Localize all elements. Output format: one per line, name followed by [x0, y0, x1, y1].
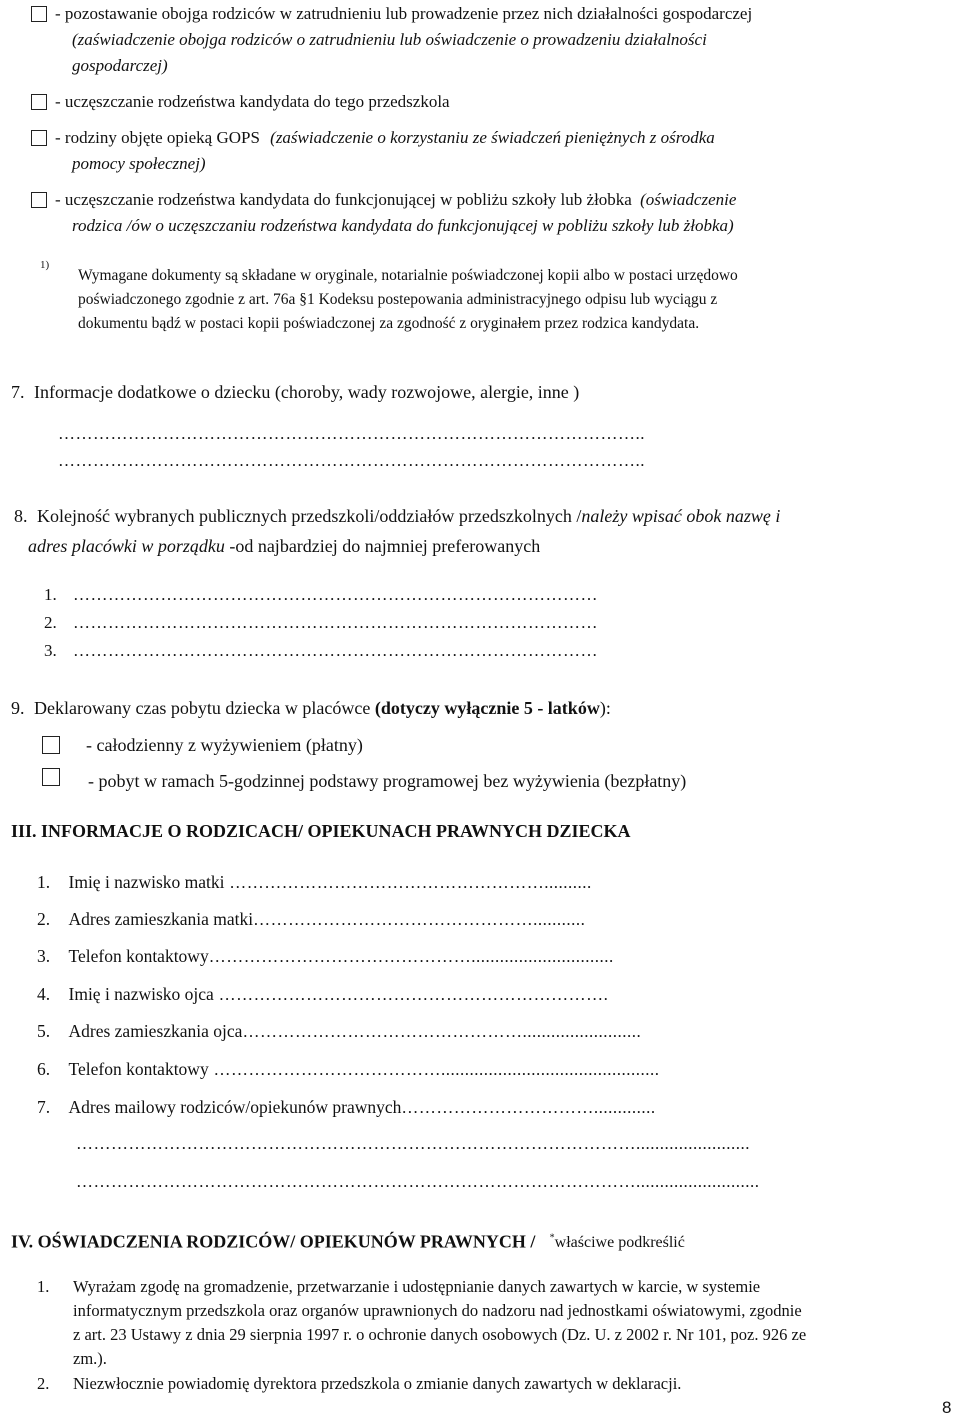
- section-8-item-1-num: 1.: [44, 585, 57, 604]
- criterion-1-checkbox[interactable]: [31, 6, 47, 22]
- criterion-2-text: - uczęszczanie rodzeństwa kandydata do tego przedszkola: [55, 92, 450, 111]
- section-8-item-1: [44, 584, 598, 606]
- parent-field-4-num: 4.: [37, 984, 51, 1004]
- criterion-3-note: (zaświadczenie o korzystaniu ze świadczeń pieniężnych z ośrodka: [270, 128, 715, 147]
- section-8-title: Kolejność wybranych publicznych przedszkoli/oddziałów przedszkolnych /: [37, 506, 582, 526]
- section-8-number: 8.: [14, 506, 28, 526]
- criterion-1-note: (zaświadczenie obojga rodziców o zatrudnieniu lub oświadczenie o prowadzeniu działalności: [72, 30, 707, 49]
- section-8-item-3: [44, 640, 598, 662]
- parent-field-2-num: 2.: [37, 909, 51, 929]
- criterion-4-checkbox[interactable]: [31, 192, 47, 208]
- section-4-title: IV. OŚWIADCZENIA RODZICÓW/ OPIEKUNÓW PRAWNYCH /: [11, 1231, 536, 1252]
- parent-field-7-num: 7.: [37, 1097, 51, 1117]
- criterion-3-note-cont: pomocy społecznej): [72, 154, 206, 173]
- parent-field-7-label: Adres mailowy rodziców/opiekunów prawnych: [68, 1097, 402, 1117]
- section-7-title: Informacje dodatkowe o dziecku (choroby, wady rozwojowe, alergie, inne ): [34, 382, 580, 402]
- section-8-subtitle-note: adres placówki w porządku: [28, 536, 225, 556]
- section-7-fill-line-2[interactable]: ………………………………………………………………………………………..: [58, 451, 645, 470]
- section-9-title-end: ):: [599, 698, 611, 718]
- section-4-note-marker: *: [549, 1233, 555, 1244]
- parent-field-7-fill[interactable]: …………………………….............: [401, 1098, 656, 1117]
- statement-2-num: 2.: [37, 1374, 50, 1393]
- section-7-number: 7.: [11, 382, 25, 402]
- section-7-fill-line-1[interactable]: ………………………………………………………………………………………..: [58, 424, 645, 443]
- statement-1-line-1: Wyrażam zgodę na gromadzenie, przetwarzanie i udostępnianie danych zawartych w karcie, w systemie: [73, 1277, 761, 1296]
- footnote-line-3: dokumentu bądź w postaci kopii poświadczonej za zgodność z oryginałem przez rodzica kandydata.: [78, 315, 700, 332]
- section-8-item-1-fill[interactable]: ………………………………………………………………………………: [73, 585, 598, 604]
- statement-1-line-3: z art. 23 Ustawy z dnia 29 sierpnia 1997 r. o ochronie danych osobowych (Dz. U. z 2002 r. Nr 101, poz. 926 ze: [73, 1325, 807, 1344]
- statement-2-line-1: Niezwłocznie powiadomię dyrektora przedszkola o zmianie danych zawartych w deklaracji.: [73, 1374, 682, 1393]
- parent-field-2: [37, 908, 585, 931]
- parent-field-6: [37, 1058, 659, 1081]
- statement-1-line-4: zm.).: [73, 1349, 107, 1368]
- section-4-note: właściwe podkreślić: [554, 1234, 685, 1252]
- section-9-option-2-checkbox[interactable]: [42, 768, 60, 786]
- criterion-4-note: (oświadczenie: [640, 190, 737, 209]
- parent-field-3-num: 3.: [37, 946, 51, 966]
- parent-field-4-label: Imię i nazwisko ojca: [68, 984, 214, 1004]
- page-number: 8: [942, 1398, 952, 1417]
- parent-field-1: [37, 871, 592, 894]
- parent-field-7-extra-line-2[interactable]: ……………………………………………………………………………………..........................: [76, 1172, 760, 1191]
- criterion-4-text: - uczęszczanie rodzeństwa kandydata do funkcjonującej w pobliżu szkoły lub żłobka: [55, 190, 632, 209]
- parent-field-3: [37, 945, 614, 968]
- footnote-marker: 1): [40, 259, 50, 271]
- parent-field-3-label: Telefon kontaktowy: [68, 946, 209, 966]
- section-8-item-2-num: 2.: [44, 613, 57, 632]
- criterion-3-checkbox[interactable]: [31, 130, 47, 146]
- footnote-line-1: Wymagane dokumenty są składane w oryginale, notarialnie poświadczonej kopii albo w postaci urzędowo: [78, 267, 738, 284]
- section-8-item-2: [44, 612, 598, 634]
- section-9-option-1: - całodzienny z wyżywieniem (płatny): [86, 735, 363, 755]
- parent-field-4: [37, 983, 608, 1006]
- criterion-3-text: - rodziny objęte opieką GOPS: [55, 128, 260, 147]
- parent-field-5-num: 5.: [37, 1021, 51, 1041]
- parent-field-5-fill[interactable]: ………………………………………….........................: [242, 1022, 642, 1041]
- statement-1-num: 1.: [37, 1277, 50, 1296]
- section-9-option-2: - pobyt w ramach 5-godzinnej podstawy programowej bez wyżywienia (bezpłatny): [88, 771, 687, 791]
- parent-field-5-label: Adres zamieszkania ojca: [68, 1021, 243, 1041]
- criterion-1-note-cont: gospodarczej): [72, 56, 168, 75]
- parent-field-3-fill[interactable]: ………………………………………..............................: [208, 947, 614, 966]
- section-8-item-2-fill[interactable]: ………………………………………………………………………………: [73, 613, 598, 632]
- criterion-4-note-cont: rodzica /ów o uczęszczaniu rodzeństwa kandydata do funkcjonującej w pobliżu szkoły lub żłobka): [72, 216, 734, 235]
- parent-field-1-num: 1.: [37, 872, 51, 892]
- parent-field-7-extra-line-1[interactable]: ……………………………………………………………………………………........................: [76, 1134, 750, 1153]
- parent-field-2-label: Adres zamieszkania matki: [68, 909, 254, 929]
- section-9-title: Deklarowany czas pobytu dziecka w placówce: [34, 698, 375, 718]
- section-8-item-3-num: 3.: [44, 641, 57, 660]
- criterion-2-checkbox[interactable]: [31, 94, 47, 110]
- footnote-line-2: poświadczonego zgodnie z art. 76a §1 Kodeksu postepowania administracyjnego odpisu lub wyciągu z: [78, 291, 718, 308]
- parent-field-7: [37, 1096, 656, 1119]
- section-8-title-note: należy wpisać obok nazwę i: [581, 506, 781, 526]
- parent-field-6-fill[interactable]: …………………………………..............................................: [208, 1060, 660, 1079]
- parent-field-6-label: Telefon kontaktowy: [68, 1059, 209, 1079]
- section-9-title-bold: (dotyczy wyłącznie 5 - latków: [374, 698, 600, 718]
- parent-field-4-fill[interactable]: ………………………………………………………….: [213, 985, 609, 1004]
- section-3-title: III. INFORMACJE O RODZICACH/ OPIEKUNACH PRAWNYCH DZIECKA: [11, 821, 631, 841]
- parent-field-5: [37, 1020, 641, 1043]
- parent-field-6-num: 6.: [37, 1059, 51, 1079]
- statement-1-line-2: informatycznym przedszkola oraz organów uprawnionych do nadzoru nad jednostkami oświatowymi, zgodnie: [73, 1301, 802, 1320]
- parent-field-1-fill[interactable]: ………………………………………………..........: [224, 873, 592, 892]
- section-9-option-1-checkbox[interactable]: [42, 736, 60, 754]
- section-8-subtitle: -od najbardziej do najmniej preferowanych: [224, 536, 541, 556]
- section-8-item-3-fill[interactable]: ………………………………………………………………………………: [73, 641, 598, 660]
- parent-field-1-label: Imię i nazwisko matki: [68, 872, 225, 892]
- parent-field-2-fill[interactable]: …………………………………………...........: [253, 910, 586, 929]
- section-9-number: 9.: [11, 698, 25, 718]
- criterion-1-text: - pozostawanie obojga rodziców w zatrudnieniu lub prowadzenie przez nich działalności gospodarczej: [55, 4, 753, 23]
